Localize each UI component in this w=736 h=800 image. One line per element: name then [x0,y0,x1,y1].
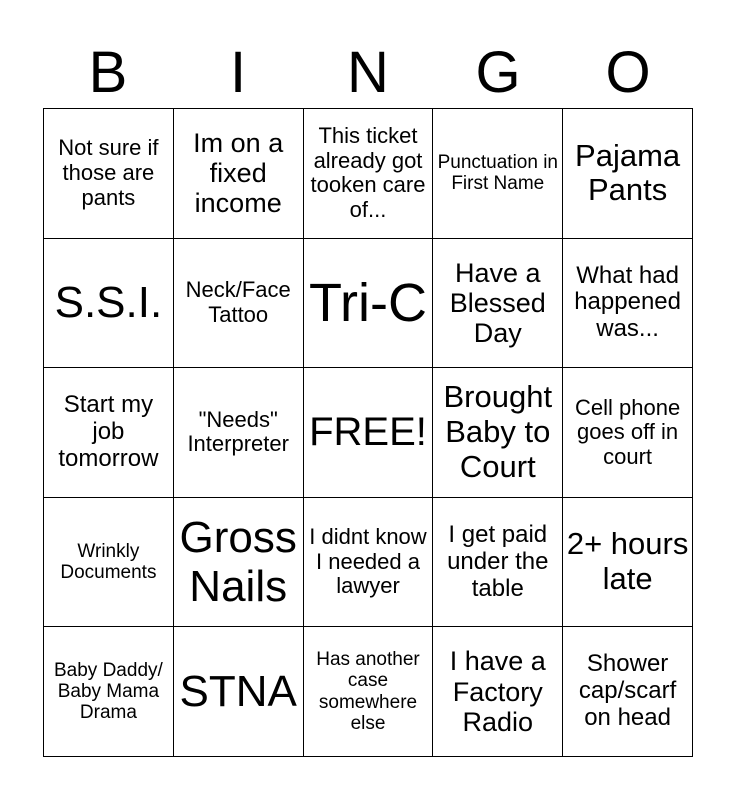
bingo-cell-r1-c3[interactable]: This ticket already got tooken care of... [304,109,434,239]
bingo-cell-r4-c5[interactable]: 2+ hours late [563,498,693,628]
header-letter-i: I [229,40,247,105]
bingo-cell-r3-c5[interactable]: Cell phone goes off in court [563,368,693,498]
bingo-cell-r5-c5[interactable]: Shower cap/scarf on head [563,627,693,757]
bingo-cell-r1-c1[interactable]: Not sure if those are pants [44,109,174,239]
bingo-cell-r1-c5[interactable]: Pajama Pants [563,109,693,239]
header-letter-b: B [88,40,128,105]
bingo-cell-r2-c3[interactable]: Tri-C [304,239,434,369]
bingo-cell-r2-c2[interactable]: Neck/Face Tattoo [174,239,304,369]
bingo-cell-r2-c4[interactable]: Have a Blessed Day [433,239,563,369]
bingo-cell-r1-c2[interactable]: Im on a fixed income [174,109,304,239]
bingo-cell-r4-c4[interactable]: I get paid under the table [433,498,563,628]
bingo-cell-r5-c1[interactable]: Baby Daddy/ Baby Mama Drama [44,627,174,757]
bingo-cell-r1-c4[interactable]: Punctuation in First Name [433,109,563,239]
bingo-cell-r3-c4[interactable]: Brought Baby to Court [433,368,563,498]
bingo-cell-r3-c2[interactable]: "Needs" Interpreter [174,368,304,498]
bingo-cell-r4-c2[interactable]: Gross Nails [174,498,304,628]
bingo-board [43,108,693,757]
bingo-cell-r5-c3[interactable]: Has another case somewhere else [304,627,434,757]
free-space-cell[interactable]: FREE! [304,368,434,498]
bingo-header [43,38,693,108]
bingo-cell-r2-c1[interactable]: S.S.I. [44,239,174,369]
bingo-cell-r4-c3[interactable]: I didnt know I needed a lawyer [304,498,434,628]
bingo-cell-r2-c5[interactable]: What had happened was... [563,239,693,369]
bingo-cell-r4-c1[interactable]: Wrinkly Documents [44,498,174,628]
bingo-cell-r5-c2[interactable]: STNA [174,627,304,757]
header-letter-o: O [605,40,651,105]
header-letter-g: G [475,40,521,105]
header-letter-n: N [347,40,389,105]
bingo-cell-r5-c4[interactable]: I have a Factory Radio [433,627,563,757]
bingo-cell-r3-c1[interactable]: Start my job tomorrow [44,368,174,498]
